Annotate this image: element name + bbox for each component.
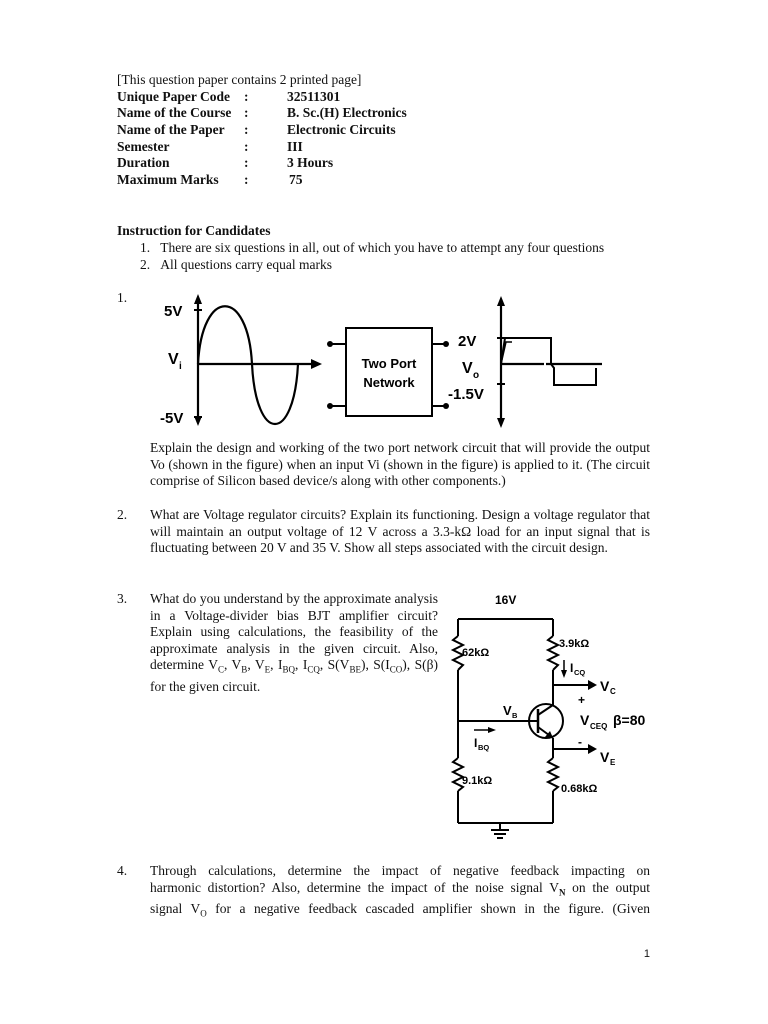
vo-sub: o <box>473 370 480 381</box>
question-1-number: 1. <box>117 290 128 305</box>
vin-label: V <box>168 351 179 368</box>
svg-text:-: - <box>578 735 582 749</box>
question-1-text: Explain the design and working of the two port network circuit that will provide the output Vo (shown in the figure) when an input Vi (shown in the figure) is applied to it. (The circuit comprise of Silicon based device/s along with other components.) <box>150 440 650 489</box>
box-label-line1: Two Port <box>361 356 417 371</box>
q3-bjt-circuit-figure <box>440 590 680 840</box>
question-4-text: Through calculations, determine the impact of negative feedback impacting on harmonic distortion? Also, determine the impact of the noise signal $V_N$ on the output signal $V_O$ for a negative feedback cascaded amplifier shown in the figure. (Given <box>150 863 650 919</box>
ibq-label: I <box>474 736 478 750</box>
svg-text:C: C <box>610 687 616 696</box>
terminal-icon <box>327 403 333 409</box>
svg-text:+: + <box>578 693 586 707</box>
output-y-arrow-down-icon <box>497 418 505 428</box>
svg-text:B: B <box>512 711 518 720</box>
vceq-label: V <box>580 712 590 728</box>
ve-label: V <box>600 749 610 765</box>
icq-arrow-icon <box>561 670 567 678</box>
rc-label: 3.9kΩ <box>559 638 590 650</box>
instructions-title: Instruction for Candidates <box>117 223 271 238</box>
terminal-icon <box>443 403 449 409</box>
vin-sub: i <box>179 361 182 372</box>
question-4-number: 4. <box>117 863 128 878</box>
question-3-number: 3. <box>117 591 128 606</box>
vin-bottom-label: -5V <box>160 410 184 427</box>
two-port-network-box <box>346 328 432 416</box>
vb-label: V <box>503 703 512 718</box>
instruction-item: 2. All questions carry equal marks <box>140 257 332 272</box>
vin-top-label: 5V <box>164 303 183 320</box>
q1-output-wave-tail <box>546 330 606 400</box>
beta-label: β=80 <box>613 712 646 728</box>
vc-label: V <box>600 678 610 694</box>
r1-label: 62kΩ <box>462 647 490 659</box>
ibq-arrow-icon <box>488 727 496 733</box>
page-number: 1 <box>643 948 650 960</box>
vo-bottom-label: -1.5V <box>448 386 484 403</box>
svg-text:E: E <box>610 758 616 767</box>
question-2-text: What are Voltage regulator circuits? Explain its functioning. Design a voltage regulator that will maintain an output voltage of 12 V across a 3.3-kΩ load for an input signal that is fluctuating between 20 V and 35 V. Show all steps associated with the circuit design. <box>150 507 650 556</box>
terminal-icon <box>327 341 333 347</box>
question-2-number: 2. <box>117 507 128 522</box>
ve-arrow-icon <box>588 744 597 754</box>
vc-arrow-icon <box>588 680 597 690</box>
input-sine-wave <box>198 306 298 424</box>
instruction-item: 1. There are six questions in all, out of which you have to attempt any four questions <box>140 240 605 255</box>
svg-text:BQ: BQ <box>478 743 490 752</box>
r2-label: 9.1kΩ <box>462 775 493 787</box>
vcc-label: 16V <box>495 593 517 607</box>
terminal-icon <box>443 341 449 347</box>
resistor-rc-icon <box>548 636 558 670</box>
svg-text:I: I <box>570 661 574 675</box>
resistor-re-icon <box>548 758 558 791</box>
vo-label: V <box>462 360 473 377</box>
q1-waveform-figure <box>150 292 550 432</box>
svg-text:CQ: CQ <box>574 668 586 677</box>
question-3-text: What do you understand by the approximate analysis in a Voltage-divider bias BJT amplifier circuit? Explain using calculations, the feasibility of the approximate analysis in the given circuit. Also, determine $V_C$, $V_B$, $V_E$, $I_{BQ}$, $I_{CQ}$, $S(V_{BE})$, $S(I_{CO})$, S(β) for the given circuit. <box>150 591 438 694</box>
output-y-arrow-icon <box>497 296 505 306</box>
box-label-line2: Network <box>363 375 415 390</box>
vo-top-label: 2V <box>458 333 477 350</box>
input-y-arrow-icon <box>194 294 202 304</box>
re-label: 0.68kΩ <box>561 783 598 795</box>
input-x-arrow-icon <box>311 359 322 369</box>
svg-text:CEQ: CEQ <box>590 722 608 731</box>
